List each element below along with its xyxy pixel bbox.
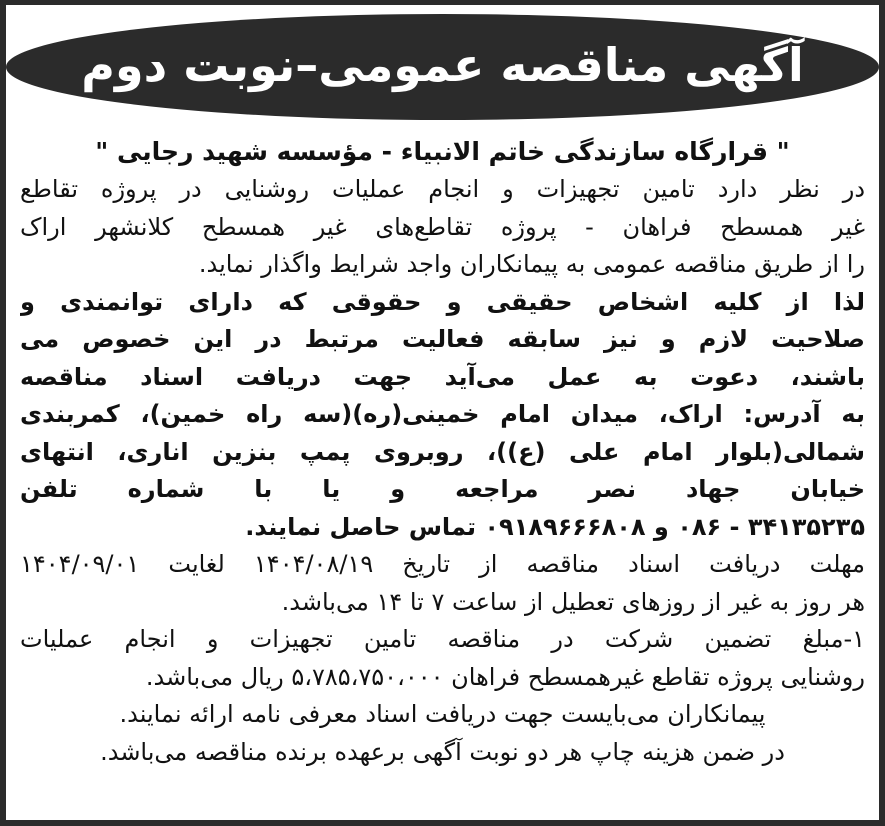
advertisement-frame [6, 5, 879, 820]
deadline-line: مهلت دریافت اسناد مناقصه از تاریخ ۱۴۰۴/۰۸/۱۹ لغایت ۱۴۰۴/۰۹/۰۱ [20, 550, 865, 578]
invite-line: باشند، دعوت به عمل می‌آید جهت دریافت اسناد مناقصه [20, 362, 865, 391]
guarantee-amount-line: روشنایی پروژه تقاطع غیرهمسطح فراهان ۵،۷۸۵،۷۵۰،۰۰۰ ریال می‌باشد. [145, 662, 865, 691]
invite-line: لذا از کلیه اشخاص حقیقی و حقوقی که دارای توانمندی و [20, 287, 865, 316]
intro-line: در نظر دارد تامین تجهیزات و انجام عملیات روشنایی در پروژه تقاطع [20, 175, 865, 203]
intro-line: را از طریق مناقصه عمومی به پیمانکاران واجد شرایط واگذار نماید. [198, 250, 865, 278]
introduction-letter-note: پیمانکاران می‌بایست جهت دریافت اسناد معرفی نامه ارائه نمایند. [119, 700, 766, 728]
deadline-paragraph [20, 546, 865, 621]
intro-paragraph [20, 171, 865, 284]
invitation-paragraph [20, 284, 865, 547]
phone-line: ۳۴۱۳۵۲۳۵ - ۰۸۶ و ۰۹۱۸۹۶۶۶۸۰۸ تماس حاصل نمایند. [245, 512, 865, 541]
invite-line: صلاحیت لازم و نیز سابقه فعالیت مرتبط در این خصوص می [20, 325, 865, 353]
ad-title: آگهی مناقصه عمومی–نوبت دوم [81, 38, 804, 92]
intro-line: غیر همسطح فراهان - پروژه تقاطع‌های غیر همسطح کلانشهر اراک [20, 212, 865, 241]
address-line: خیابان جهاد نصر مراجعه و یا با شماره تلفن [20, 475, 865, 503]
ad-body [20, 133, 865, 771]
address-line: شمالی(بلوار امام علی (ع))، روبروی پمپ بنزین اناری، انتهای [20, 437, 865, 466]
title-banner [6, 14, 879, 120]
guarantee-paragraph [20, 621, 865, 696]
hours-line: هر روز به غیر از روزهای تعطیل از ساعت ۷ تا ۱۴ می‌باشد. [281, 587, 865, 616]
print-cost-note: در ضمن هزینه چاپ هر دو نوبت آگهی برعهده برنده مناقصه می‌باشد. [100, 737, 785, 766]
guarantee-line: ۱-مبلغ تضمین شرکت در مناقصه تامین تجهیزات و انجام عملیات [20, 625, 865, 653]
organization-name: " قرارگاه سازندگی خاتم الانبیاء - مؤسسه شهید رجایی " [95, 137, 790, 166]
address-line: به آدرس: اراک، میدان امام خمینی(ره)(سه راه خمین)، کمربندی [20, 400, 865, 428]
